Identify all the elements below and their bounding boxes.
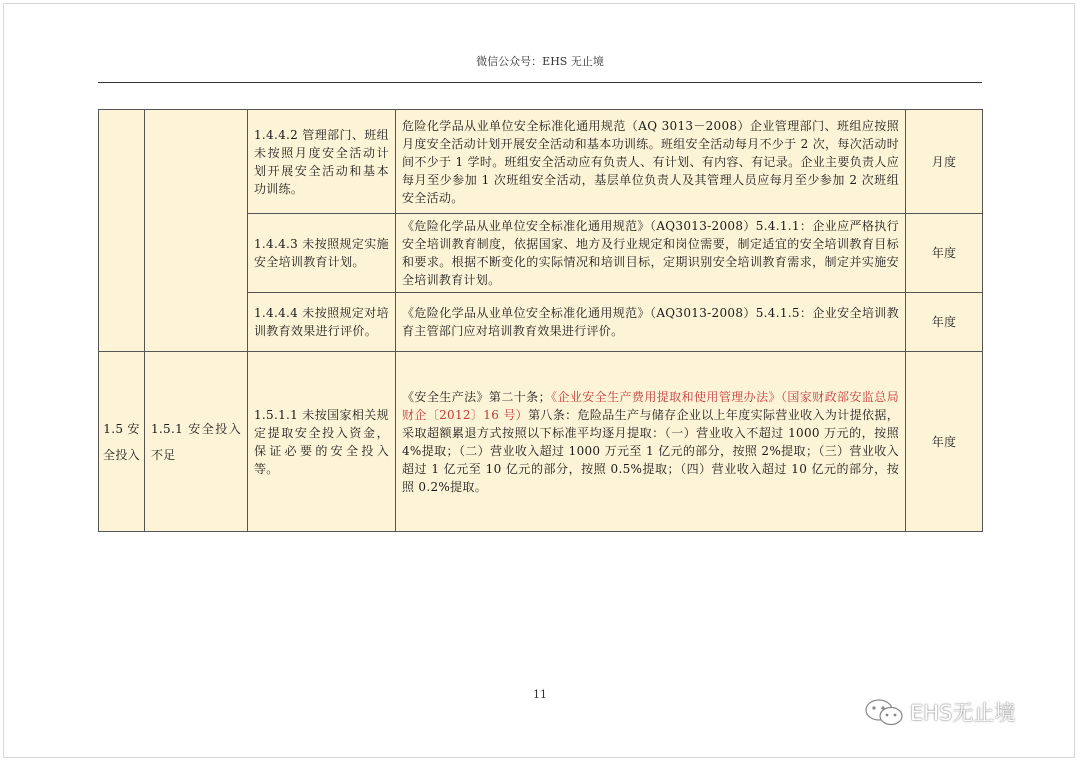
category-cell: 1.5 安全投入	[99, 352, 145, 532]
item-cell: 1.4.4.4 未按照规定对培训教育效果进行评价。	[248, 293, 396, 352]
basis-red-reference: 《企业安全生产费用提取和使用管理办法》（国家财政部安监总局财企〔2012〕16 号）	[402, 389, 899, 422]
basis-cell: 危险化学品从业单位安全标准化通用规范（AQ 3013－2008）企业管理部门、班组应按照月度安全活动计划开展安全活动和基本功训练。班组安全活动每月不少于 2 次，每次活动时间不少于 1 学时。班组安全活动应有负责人、有计划、有内容、有记录。企业主要负责人应每月至少参加 1 次班组安全活动，基层单位负责人及其管理人员应每月至少参加 2 次班组安全活动。	[396, 110, 906, 214]
table-row	[99, 352, 983, 532]
basis-cell	[396, 352, 906, 532]
standards-table	[98, 109, 983, 532]
basis-text: 《安全生产法》第二十条；	[402, 389, 551, 404]
page-header: 微信公众号：EHS 无止境	[476, 55, 604, 68]
frequency-cell: 月度	[906, 110, 983, 214]
header-rule	[98, 82, 982, 83]
basis-cell: 《危险化学品从业单位安全标准化通用规范》（AQ3013-2008）5.4.1.5：企业安全培训教育主管部门应对培训教育效果进行评价。	[396, 293, 906, 352]
subcategory-cell: 1.5.1 安全投入不足	[145, 352, 248, 532]
watermark-text: EHS无止境	[910, 701, 1016, 725]
subcategory-cell-empty	[145, 110, 248, 352]
item-cell: 1.4.4.2 管理部门、班组未按照月度安全活动计划开展安全活动和基本功训练。	[248, 110, 396, 214]
item-cell: 1.4.4.3 未按照规定实施安全培训教育计划。	[248, 214, 396, 293]
item-cell: 1.5.1.1 未按国家相关规定提取安全投入资金，保证必要的安全投入等。	[248, 352, 396, 532]
page-number: 11	[533, 688, 547, 701]
frequency-cell: 年度	[906, 293, 983, 352]
watermark	[862, 697, 1015, 727]
basis-cell: 《危险化学品从业单位安全标准化通用规范》（AQ3013-2008）5.4.1.1：企业应严格执行安全培训教育制度，依据国家、地方及行业规定和岗位需要，制定适宜的安全培训教育目标和要求。根据不断变化的实际情况和培训目标，定期识别安全培训教育需求，制定并实施安全培训教育计划。	[396, 214, 906, 293]
basis-text: 第八条：危险品生产与储存企业以上年度实际营业收入为计提依据，采取超额累退方式按照以下标准平均逐月提取：（一）营业收入不超过 1000 万元的，按照 4%提取；（二）营业收入超过 1000 万元至 1 亿元的部分，按照 2%提取；（三）营业收入超过 1 亿元至 10 亿元的部分，按照 0.5%提取；（四）营业收入超过 10 亿元的部分，按照 0.2%提取。	[402, 407, 899, 494]
table-row	[99, 110, 983, 214]
wechat-icon	[862, 697, 906, 727]
frequency-cell: 年度	[906, 352, 983, 532]
category-cell-empty	[99, 110, 145, 352]
frequency-cell: 年度	[906, 214, 983, 293]
